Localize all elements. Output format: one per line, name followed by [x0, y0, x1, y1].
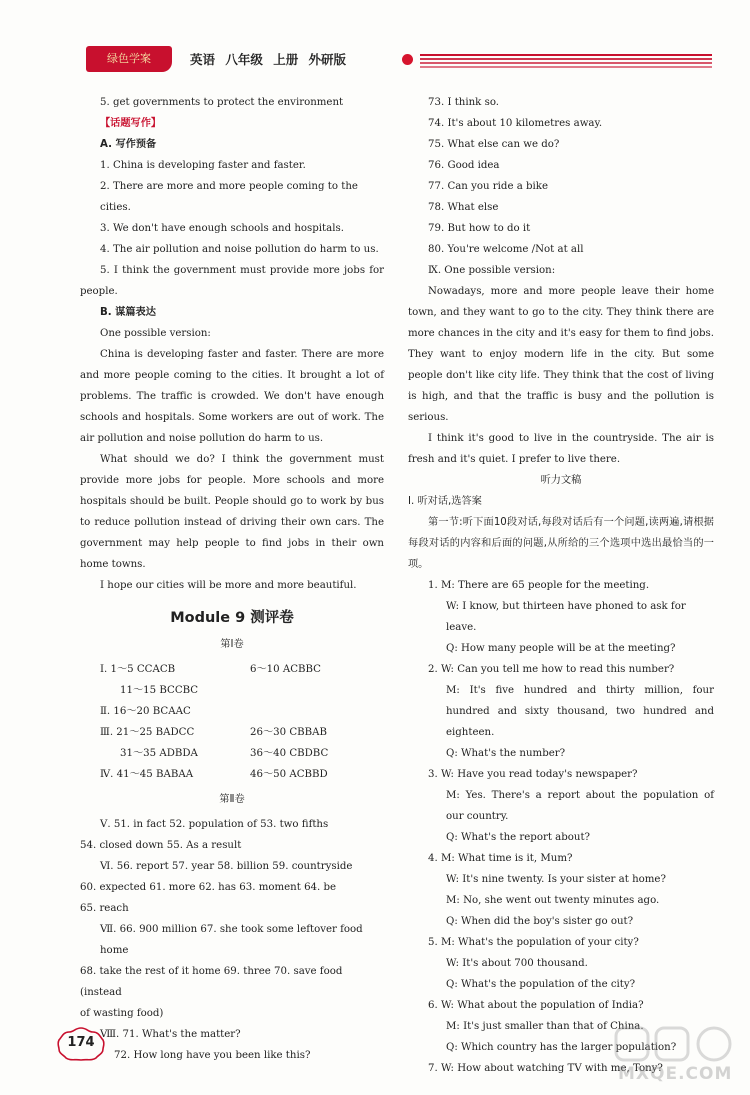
text-line: 76. Good idea	[428, 160, 500, 171]
volume-heading: 第Ⅰ卷	[220, 639, 244, 650]
watermark-logo-icon	[612, 1024, 736, 1064]
dialogue-line: 7. W: How about watching TV with me, Tony?	[428, 1063, 663, 1074]
answer-row: Ⅲ. 21～25 BADCC 26～30 CBBAB	[100, 727, 327, 738]
watermark	[612, 1024, 736, 1086]
paragraph: What should we do? I think the government must provide more jobs for people. More schools and more hospitals should be built. People should go to work by bus to reduce pollution instead of driving their own cars. The government may help people to find jobs in their own home towns.	[80, 454, 384, 570]
red-dot	[402, 54, 413, 65]
listening-heading: 听力文稿	[540, 475, 582, 486]
text-line: 68. take the rest of it home 69. three 70. save food (instead	[80, 966, 343, 998]
dialogue-line: 1. M: There are 65 people for the meeting.	[428, 580, 650, 591]
text-line: 75. What else can we do?	[428, 139, 560, 150]
section-heading: A. 写作预备	[100, 139, 157, 150]
text-line: 60. expected 61. more 62. has 63. moment 64. be	[80, 882, 337, 893]
text-line: 5. I think the government must provide more jobs for people.	[80, 265, 384, 297]
dialogue-line: Q: When did the boy's sister go out?	[446, 916, 634, 927]
text-line: 54. closed down 55. As a result	[80, 840, 242, 851]
text-line: Ⅴ. 51. in fact 52. population of 53. two fifths	[100, 819, 329, 830]
header-title: 英语 八年级 上册 外研版	[190, 52, 347, 67]
answer-row: 11～15 BCCBC	[120, 685, 199, 696]
text-line: 80. You're welcome /Not at all	[428, 244, 584, 255]
dialogue-line: 6. W: What about the population of India?	[428, 1000, 644, 1011]
right-column	[408, 92, 714, 1079]
text-line: of wasting food)	[80, 1008, 164, 1019]
section-heading: Ⅰ. 听对话,选答案	[408, 496, 482, 507]
text-line: 78. What else	[428, 202, 499, 213]
dialogue-line: M: It's five hundred and thirty million, four hundred and sixty thousand, two hundred and eighteen.	[446, 685, 714, 738]
watermark-text: MXQE.COM	[618, 1064, 733, 1084]
dialogue-line: M: No, she went out twenty minutes ago.	[446, 895, 660, 906]
series-tag: 绿色学案	[86, 46, 172, 72]
paragraph: I hope our cities will be more and more beautiful.	[100, 580, 357, 591]
answer-row: Ⅳ. 41～45 BABAA 46～50 ACBBD	[100, 769, 328, 780]
paragraph: I think it's good to live in the countryside. The air is fresh and it's quiet. I prefer to live there.	[408, 433, 714, 465]
text-line: Ⅸ. One possible version:	[428, 265, 556, 276]
text-line: Ⅷ. 71. What's the matter?	[100, 1029, 241, 1040]
text-line: 72. How long have you been like this?	[114, 1050, 311, 1061]
paragraph: Nowadays, more and more people leave their home town, and they want to go to the city. They think there are more chances in the city and it's easy for them to find jobs. They want to enjoy modern life in the city. But some people don't like city life. They think that the cost of living is high, and that the traffic is busy and the pollution is serious.	[408, 286, 714, 423]
answer-row: 31～35 ADBDA 36～40 CBDBC	[120, 748, 329, 759]
dialogue-line: 4. M: What time is it, Mum?	[428, 853, 573, 864]
volume-heading: 第Ⅱ卷	[219, 794, 245, 805]
text-line: 5. get governments to protect the environment	[100, 97, 344, 108]
answer-row: Ⅱ. 16～20 BCAAC	[100, 706, 191, 717]
dialogue-line: W: It's nine twenty. Is your sister at home?	[446, 874, 666, 885]
text-line: 77. Can you ride a bike	[428, 181, 549, 192]
text-line: One possible version:	[100, 328, 211, 339]
text-line: 73. I think so.	[428, 97, 500, 108]
page-number: 174	[56, 1026, 106, 1062]
answer-row: Ⅰ. 1～5 CCACB 6～10 ACBBC	[100, 664, 321, 675]
instructions: 第一节:听下面10段对话,每段对话后有一个问题,读两遍,请根据每段对话的内容和后面的问题,从所给的三个选项中选出最恰当的一项。	[408, 517, 714, 570]
text-line: 2. There are more and more people coming to the cities.	[100, 181, 358, 213]
dialogue-line: Q: What's the population of the city?	[446, 979, 636, 990]
dialogue-line: W: I know, but thirteen have phoned to ask for leave.	[446, 601, 686, 633]
text-line: 65. reach	[80, 903, 129, 914]
dialogue-line: W: It's about 700 thousand.	[446, 958, 588, 969]
module-title: Module 9 测评卷	[170, 610, 294, 626]
dialogue-line: Q: What's the report about?	[446, 832, 591, 843]
text-line: 4. The air pollution and noise pollution do harm to us.	[100, 244, 379, 255]
text-line: 1. China is developing faster and faster.	[100, 160, 306, 171]
text-line: 79. But how to do it	[428, 223, 531, 234]
dialogue-line: Q: Which country has the larger population?	[446, 1042, 677, 1053]
text-line: Ⅵ. 56. report 57. year 58. billion 59. countryside	[100, 861, 353, 872]
dialogue-line: Q: What's the number?	[446, 748, 566, 759]
left-column	[80, 92, 384, 1066]
page-header	[86, 44, 712, 80]
section-heading: B. 谋篇表达	[100, 307, 156, 318]
dialogue-line: 2. W: Can you tell me how to read this number?	[428, 664, 675, 675]
dialogue-line: 5. M: What's the population of your city?	[428, 937, 639, 948]
dialogue-line: M: Yes. There's a report about the population of our country.	[446, 790, 714, 822]
dialogue-line: M: It's just smaller than that of China.	[446, 1021, 644, 1032]
text-line: Ⅶ. 66. 900 million 67. she took some leftover food home	[100, 924, 363, 956]
text-line: 74. It's about 10 kilometres away.	[428, 118, 603, 129]
dialogue-line: 3. W: Have you read today's newspaper?	[428, 769, 638, 780]
paragraph: China is developing faster and faster. There are more and more people coming to the cities. It brought a lot of problems. The traffic is crowded. We don't have enough schools and hospitals. Some workers are out of work. The air pollution and noise pollution do harm to us.	[80, 349, 384, 444]
text-line: 3. We don't have enough schools and hospitals.	[100, 223, 344, 234]
section-heading: 【话题写作】	[100, 118, 162, 129]
header-rules	[420, 54, 712, 70]
dialogue-line: Q: How many people will be at the meeting?	[446, 643, 676, 654]
